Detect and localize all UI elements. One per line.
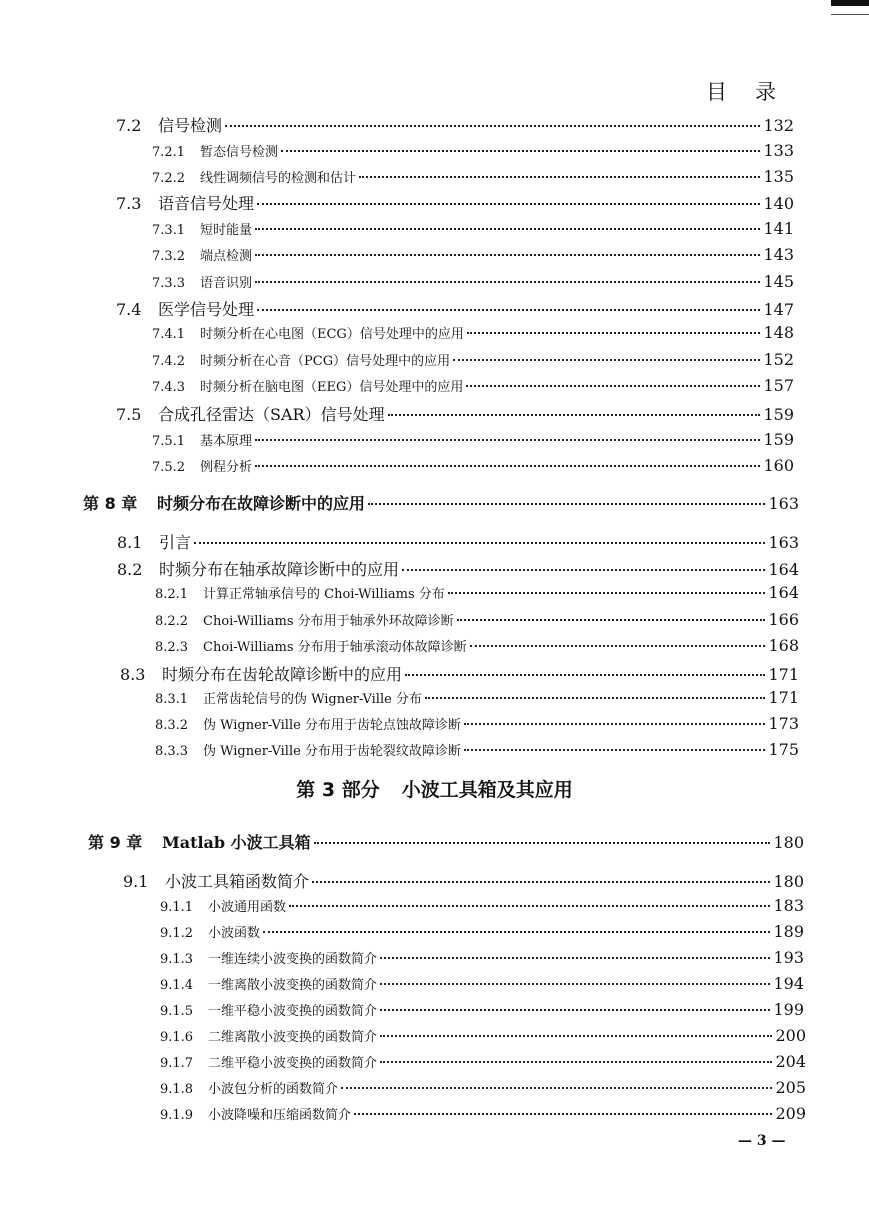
toc-page: 164 <box>768 560 799 579</box>
toc-number: 9.1.2 <box>160 926 194 941</box>
toc-title: Choi-Williams 分布用于轴承外环故障诊断 <box>203 614 454 629</box>
toc-title: 一维平稳小波变换的函数简介 <box>208 1004 378 1019</box>
toc-subsection-7-3-2[interactable] <box>152 245 794 264</box>
toc-title: 小波函数 <box>208 926 261 941</box>
toc-number: 9.1 <box>123 872 149 891</box>
toc-subsection-9-1-3[interactable] <box>160 948 804 967</box>
toc-title: 时频分布在轴承故障诊断中的应用 <box>159 560 400 579</box>
toc-subsection-9-1-7[interactable] <box>160 1052 806 1071</box>
toc-section-9-1[interactable] <box>123 869 804 892</box>
toc-page: 166 <box>768 610 799 629</box>
toc-subsection-8-3-2[interactable] <box>155 714 799 733</box>
toc-page: 145 <box>763 272 794 291</box>
toc-number: 7.5 <box>116 405 142 424</box>
toc-leader <box>312 881 770 883</box>
toc-number: 9.1.4 <box>160 978 194 993</box>
toc-subsection-9-1-5[interactable] <box>160 1000 804 1019</box>
toc-leader <box>359 176 760 178</box>
toc-subsection-7-4-3[interactable] <box>152 376 794 395</box>
page-header <box>706 76 804 106</box>
toc-number: 7.3 <box>116 194 142 213</box>
toc-page: 173 <box>768 714 799 733</box>
toc-title: 合成孔径雷达（SAR）信号处理 <box>158 405 385 424</box>
toc-subsection-8-3-3[interactable] <box>155 740 799 759</box>
toc-number: 8.3.2 <box>155 718 189 733</box>
toc-page: 205 <box>775 1078 806 1097</box>
toc-page: 168 <box>768 636 799 655</box>
toc-title: 时频分布在齿轮故障诊断中的应用 <box>162 665 403 684</box>
toc-subsection-8-2-3[interactable] <box>155 636 799 655</box>
toc-page: 164 <box>768 583 799 602</box>
toc-number: 8.2.3 <box>155 640 189 655</box>
scan-corner-line <box>831 14 869 15</box>
toc-page: 193 <box>773 948 804 967</box>
toc-page: 180 <box>773 872 804 891</box>
toc-page: 183 <box>773 896 804 915</box>
header-char-1: 目 <box>706 80 727 104</box>
toc-page: 200 <box>775 1026 806 1045</box>
toc-page: 157 <box>763 376 794 395</box>
toc-number: 9.1.1 <box>160 900 194 915</box>
toc-chapter-8[interactable] <box>83 491 799 514</box>
toc-leader <box>470 645 766 647</box>
toc-subsection-9-1-6[interactable] <box>160 1026 806 1045</box>
toc-page: 199 <box>773 1000 804 1019</box>
toc-leader <box>402 569 765 571</box>
toc-leader <box>281 150 760 152</box>
toc-page: 132 <box>763 116 794 135</box>
toc-leader <box>388 414 761 416</box>
toc-subsection-8-3-1[interactable] <box>155 688 799 707</box>
toc-title: 基本原理 <box>200 434 253 449</box>
toc-title: 时频分析在心音（PCG）信号处理中的应用 <box>200 354 451 369</box>
toc-number: 7.2 <box>116 116 142 135</box>
toc-subsection-7-5-2[interactable] <box>152 456 794 475</box>
toc-title: 语音识别 <box>200 276 253 291</box>
toc-leader <box>368 503 765 505</box>
toc-subsection-7-3-1[interactable] <box>152 219 794 238</box>
toc-page: 204 <box>775 1052 806 1071</box>
toc-leader <box>464 749 766 751</box>
toc-section-7-2[interactable] <box>116 113 794 136</box>
toc-leader <box>457 619 766 621</box>
toc-leader <box>467 332 761 334</box>
toc-leader <box>225 125 760 127</box>
toc-title: 线性调频信号的检测和估计 <box>200 171 357 186</box>
toc-number: 7.2.2 <box>152 171 186 186</box>
toc-number: 7.5.2 <box>152 460 186 475</box>
toc-title: 一维离散小波变换的函数简介 <box>208 978 378 993</box>
page-number: — 3 — <box>738 1133 786 1149</box>
toc-page: 159 <box>763 430 794 449</box>
toc-number: 第 8 章 <box>83 494 138 513</box>
toc-title: 语音信号处理 <box>158 194 255 213</box>
toc-page: 194 <box>773 974 804 993</box>
toc-number: 7.3.2 <box>152 249 186 264</box>
toc-number: 9.1.8 <box>160 1082 194 1097</box>
toc-page: 163 <box>768 533 799 552</box>
toc-title: Choi-Williams 分布用于轴承滚动体故障诊断 <box>203 640 467 655</box>
toc-section-8-2[interactable] <box>117 557 799 580</box>
toc-leader <box>255 439 760 441</box>
toc-leader <box>255 465 760 467</box>
toc-title: 一维连续小波变换的函数简介 <box>208 952 378 967</box>
toc-leader <box>255 254 760 256</box>
toc-title: 引言 <box>159 533 192 552</box>
toc-title: 时频分析在心电图（ECG）信号处理中的应用 <box>200 327 464 342</box>
toc-subsection-9-1-1[interactable] <box>160 896 804 915</box>
toc-number: 9.1.3 <box>160 952 194 967</box>
toc-title: 伪 Wigner-Ville 分布用于齿轮点蚀故障诊断 <box>203 718 461 733</box>
toc-number: 8.3 <box>120 665 146 684</box>
toc-title: 计算正常轴承信号的 Choi-Williams 分布 <box>203 587 445 602</box>
toc-number: 8.3.1 <box>155 692 189 707</box>
toc-subsection-7-4-2[interactable] <box>152 350 794 369</box>
toc-title: 时频分析在脑电图（EEG）信号处理中的应用 <box>200 380 464 395</box>
toc-number: 7.5.1 <box>152 434 186 449</box>
toc-page: 163 <box>768 494 799 513</box>
toc-number: 7.2.1 <box>152 145 186 160</box>
toc-subsection-9-1-4[interactable] <box>160 974 804 993</box>
toc-leader <box>255 281 760 283</box>
toc-page: 143 <box>763 245 794 264</box>
part-title-text: 小波工具箱及其应用 <box>401 779 573 801</box>
toc-subsection-8-2-1[interactable] <box>155 583 799 602</box>
toc-title: 信号检测 <box>158 116 223 135</box>
toc-subsection-9-1-9[interactable] <box>160 1104 806 1123</box>
toc-number: 7.4.2 <box>152 354 186 369</box>
toc-page: 209 <box>775 1104 806 1123</box>
toc-subsection-7-2-2[interactable] <box>152 167 794 186</box>
toc-leader <box>466 385 760 387</box>
toc-number: 8.3.3 <box>155 744 189 759</box>
toc-number: 9.1.6 <box>160 1030 194 1045</box>
toc-leader <box>380 1061 772 1063</box>
toc-subsection-7-2-1[interactable] <box>152 141 794 160</box>
toc-leader <box>257 203 760 205</box>
toc-chapter-9[interactable] <box>88 830 804 853</box>
toc-title: 小波降噪和压缩函数简介 <box>208 1108 352 1123</box>
header-char-2: 录 <box>755 80 776 104</box>
toc-leader <box>380 983 770 985</box>
toc-leader <box>354 1113 772 1115</box>
toc-page: 159 <box>763 405 794 424</box>
toc-number: 8.2.1 <box>155 587 189 602</box>
toc-title: 小波工具箱函数简介 <box>165 872 310 891</box>
part-label: 第 3 部分 <box>296 779 380 801</box>
toc-page: 160 <box>763 456 794 475</box>
toc-leader <box>453 359 760 361</box>
toc-leader <box>263 931 770 933</box>
toc-leader <box>448 592 766 594</box>
scan-corner-mark <box>831 0 869 6</box>
toc-subsection-8-2-2[interactable] <box>155 610 799 629</box>
toc-number: 9.1.9 <box>160 1108 194 1123</box>
toc-page: 171 <box>768 688 799 707</box>
toc-page: 180 <box>773 833 804 852</box>
toc-title: 伪 Wigner-Ville 分布用于齿轮裂纹故障诊断 <box>203 744 461 759</box>
toc-page: 135 <box>763 167 794 186</box>
toc-page: 147 <box>763 300 794 319</box>
toc-section-7-4[interactable] <box>116 297 794 320</box>
toc-leader <box>464 723 766 725</box>
toc-number: 7.4 <box>116 300 142 319</box>
toc-page: 171 <box>768 665 799 684</box>
toc-leader <box>314 842 771 844</box>
toc-title: 例程分析 <box>200 460 253 475</box>
toc-page: 175 <box>768 740 799 759</box>
toc-section-7-5[interactable] <box>116 402 794 425</box>
toc-section-8-3[interactable] <box>120 662 799 685</box>
toc-number: 9.1.7 <box>160 1056 194 1071</box>
toc-leader <box>380 1035 772 1037</box>
toc-section-8-1[interactable] <box>117 530 799 553</box>
toc-title: 小波包分析的函数简介 <box>208 1082 339 1097</box>
toc-number: 7.3.1 <box>152 223 186 238</box>
toc-page: 140 <box>763 194 794 213</box>
toc-leader <box>425 697 766 699</box>
toc-title: 端点检测 <box>200 249 253 264</box>
toc-number: 7.4.3 <box>152 380 186 395</box>
toc-leader <box>194 542 765 544</box>
toc-title: 正常齿轮信号的伪 Wigner-Ville 分布 <box>203 692 422 707</box>
toc-number: 9.1.5 <box>160 1004 194 1019</box>
toc-title: 二维离散小波变换的函数简介 <box>208 1030 378 1045</box>
toc-page: 133 <box>763 141 794 160</box>
toc-subsection-7-3-3[interactable] <box>152 272 794 291</box>
toc-leader <box>289 905 770 907</box>
toc-number: 7.3.3 <box>152 276 186 291</box>
toc-leader <box>257 309 760 311</box>
toc-leader <box>380 1009 770 1011</box>
toc-subsection-9-1-2[interactable] <box>160 922 804 941</box>
toc-title: 短时能量 <box>200 223 253 238</box>
toc-page: 148 <box>763 323 794 342</box>
toc-title: 小波通用函数 <box>208 900 287 915</box>
toc-section-7-3[interactable] <box>116 191 794 214</box>
toc-title: 二维平稳小波变换的函数简介 <box>208 1056 378 1071</box>
toc-title: Matlab 小波工具箱 <box>162 833 311 852</box>
toc-title: 医学信号处理 <box>158 300 255 319</box>
part-heading <box>0 775 869 802</box>
toc-title: 暂态信号检测 <box>200 145 279 160</box>
toc-page: 152 <box>763 350 794 369</box>
toc-title: 时频分布在故障诊断中的应用 <box>157 494 366 513</box>
toc-subsection-9-1-8[interactable] <box>160 1078 806 1097</box>
toc-number: 第 9 章 <box>88 833 143 852</box>
toc-number: 8.1 <box>117 533 143 552</box>
toc-page: 141 <box>763 219 794 238</box>
toc-subsection-7-4-1[interactable] <box>152 323 794 342</box>
toc-number: 8.2 <box>117 560 143 579</box>
toc-number: 7.4.1 <box>152 327 186 342</box>
toc-leader <box>380 957 770 959</box>
toc-page: 189 <box>773 922 804 941</box>
toc-subsection-7-5-1[interactable] <box>152 430 794 449</box>
toc-leader <box>405 674 765 676</box>
toc-leader <box>255 228 760 230</box>
toc-number: 8.2.2 <box>155 614 189 629</box>
toc-leader <box>341 1087 772 1089</box>
